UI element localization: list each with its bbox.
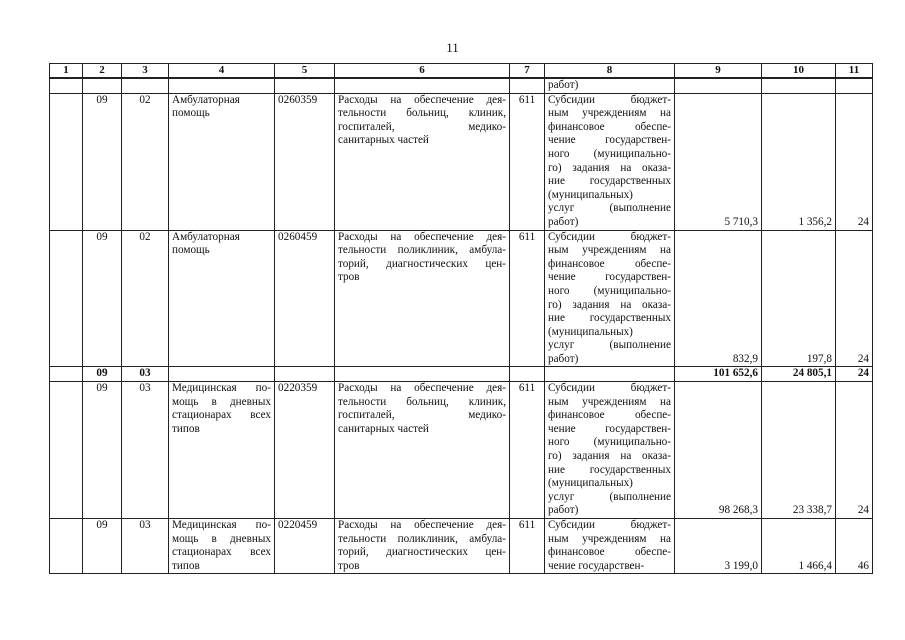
cell-empty [275,367,335,382]
item-name-line: стационарах всех [172,546,271,559]
subsidy-description-line: Субсидии бюджет- [548,382,671,395]
table-row [50,519,873,574]
subsidy-description-line: финансовое обеспе- [548,120,671,133]
subsidy-description [545,230,675,367]
amount-col10: 1 466,4 [762,519,836,574]
column-header-5: 5 [275,64,335,79]
subsection-code: 02 [122,230,169,367]
subsidy-description-line: работ) [548,504,579,517]
section-code: 09 [83,519,122,574]
amount-col9: 5 710,3 [675,93,762,230]
amount-col9: 832,9 [675,230,762,367]
amount-col10: 23 338,7 [762,382,836,519]
cell-empty [50,230,83,367]
subsidy-description-line: го) задания на оказа- [548,450,671,463]
cell-empty [50,382,83,519]
column-header-8: 8 [545,64,675,79]
subsidy-description-line: го) задания на оказа- [548,161,671,174]
cell-empty [675,78,762,93]
item-name-line: мощь в дневных [172,395,271,408]
item-name-line: Медицинская по- [172,382,271,395]
expense-description-line: тельности поликлиник, амбула- [338,244,506,257]
item-name-line: типов [172,559,200,572]
budget-table [49,63,873,574]
expense-description-line: Расходы на обеспечение дея- [338,93,506,106]
subsidy-description-line: ного (муниципально- [548,436,671,449]
section-code: 09 [83,93,122,230]
type-code: 611 [510,382,545,519]
expense-description-line: тров [338,559,360,572]
table-row [50,93,873,230]
cell-empty [335,367,510,382]
subsidy-description-line: финансовое обеспе- [548,546,671,559]
table-row-subtotal [50,367,873,382]
subsection-code: 03 [122,519,169,574]
item-name-line: Медицинская по- [172,519,271,531]
target-code: 0220459 [275,519,335,574]
table-row [50,382,873,519]
expense-description-line: госпиталей, медико- [338,120,506,133]
expense-description-line: Расходы на обеспечение дея- [338,382,506,395]
column-header-7: 7 [510,64,545,79]
subsidy-description-line: ным учреждениям на [548,395,671,408]
expense-description-line: санитарных частей [338,134,429,147]
column-header-4: 4 [169,64,275,79]
cell-empty [50,519,83,574]
section-code: 09 [83,382,122,519]
subsidy-description-line: финансовое обеспе- [548,409,671,422]
cell-empty [836,78,873,93]
cell-empty [50,78,83,93]
section-code: 09 [83,230,122,367]
expense-description [335,230,510,367]
expense-description-line: торий, диагностических цен- [338,257,506,270]
subsidy-description-line: чение государствен- [548,134,671,147]
expense-description-line: Расходы на обеспечение дея- [338,230,506,243]
subsidy-description-line: работ) [548,215,579,228]
item-name-line: помощь [172,107,210,120]
cell-empty [335,78,510,93]
amount-col9: 101 652,6 [675,367,762,382]
item-name [169,93,275,230]
subsidy-description-line: го) задания на оказа- [548,298,671,311]
subsidy-description-line: (муниципальных) [548,188,633,201]
subsidy-description-line: ным учреждениям на [548,107,671,120]
subsidy-description-line: (муниципальных) [548,477,633,490]
amount-col11: 24 [836,230,873,367]
target-code: 0260359 [275,93,335,230]
cell-empty [275,78,335,93]
subsidy-description [545,519,675,574]
item-name-line: Амбулаторная [172,93,240,106]
expense-description [335,93,510,230]
expense-description [335,382,510,519]
column-header-10: 10 [762,64,836,79]
subsidy-description-line: работ) [548,352,579,365]
item-name [169,230,275,367]
cell-empty [122,78,169,93]
col8-description: работ) [545,78,675,93]
cell-empty [50,367,83,382]
amount-col11: 46 [836,519,873,574]
amount-col11: 24 [836,367,873,382]
item-name-line: Амбулаторная [172,230,240,243]
subsidy-description [545,382,675,519]
subsidy-description [545,93,675,230]
subsection-code: 03 [122,367,169,382]
subsection-code: 03 [122,382,169,519]
amount-col11: 24 [836,93,873,230]
type-code: 611 [510,93,545,230]
expense-description-line: торий, диагностических цен- [338,546,506,559]
expense-description-line: Расходы на обеспечение дея- [338,519,506,531]
expense-description-line: тельности больниц, клиник, [338,107,506,120]
expense-description-line: госпиталей, медико- [338,409,506,422]
item-name-line: помощь [172,244,210,257]
item-name [169,519,275,574]
item-name [169,382,275,519]
subsidy-description-line: Субсидии бюджет- [548,230,671,243]
section-code: 09 [83,367,122,382]
cell-empty [169,367,275,382]
subsidy-description-line: ние государственных [548,312,671,325]
column-header-11: 11 [836,64,873,79]
subsidy-description-line: (муниципальных) [548,325,633,338]
subsidy-description-line: ного (муниципально- [548,284,671,297]
subsidy-description-line: Субсидии бюджет- [548,519,671,531]
cell-empty [169,78,275,93]
cell-empty [83,78,122,93]
column-header-1: 1 [50,64,83,79]
column-header-9: 9 [675,64,762,79]
page-number: 11 [446,40,459,55]
amount-col11: 24 [836,382,873,519]
table-header-row [50,64,873,79]
table-row [50,230,873,367]
subsidy-description-line: ние государственных [548,463,671,476]
target-code: 0260459 [275,230,335,367]
cell-empty [510,78,545,93]
amount-col9: 3 199,0 [675,519,762,574]
column-header-3: 3 [122,64,169,79]
expense-description-line: тельности больниц, клиник, [338,395,506,408]
subsidy-description-line: чение государствен- [548,271,671,284]
column-header-6: 6 [335,64,510,79]
subsection-code: 02 [122,93,169,230]
expense-description-line: тельности поликлиник, амбула- [338,532,506,545]
item-name-line: мощь в дневных [172,532,271,545]
subsidy-description-line: услуг (выполнение [548,490,671,503]
type-code: 611 [510,519,545,574]
subsidy-description-line: ного (муниципально- [548,147,671,160]
cell-empty [545,367,675,382]
expense-description-line: тров [338,271,360,284]
amount-col9: 98 268,3 [675,382,762,519]
cell-empty [510,367,545,382]
subsidy-description-line: чение государствен- [548,422,671,435]
item-name-line: стационарах всех [172,409,271,422]
amount-col10: 197,8 [762,230,836,367]
subsidy-description-line: ным учреждениям на [548,244,671,257]
type-code: 611 [510,230,545,367]
amount-col10: 1 356,2 [762,93,836,230]
expense-description-line: санитарных частей [338,422,429,435]
cell-empty [762,78,836,93]
subsidy-description-line: финансовое обеспе- [548,257,671,270]
item-name-line: типов [172,422,200,435]
subsidy-description-line: Субсидии бюджет- [548,93,671,106]
table-row-continuation [50,78,873,93]
subsidy-description-line: ние государственных [548,175,671,188]
expense-description [335,519,510,574]
subsidy-description-line: услуг (выполнение [548,202,671,215]
subsidy-description-line: ным учреждениям на [548,532,671,545]
amount-col10: 24 805,1 [762,367,836,382]
cell-empty [50,93,83,230]
subsidy-description-line: услуг (выполнение [548,339,671,352]
target-code: 0220359 [275,382,335,519]
column-header-2: 2 [83,64,122,79]
subsidy-description-line: чение государствен- [548,559,645,572]
